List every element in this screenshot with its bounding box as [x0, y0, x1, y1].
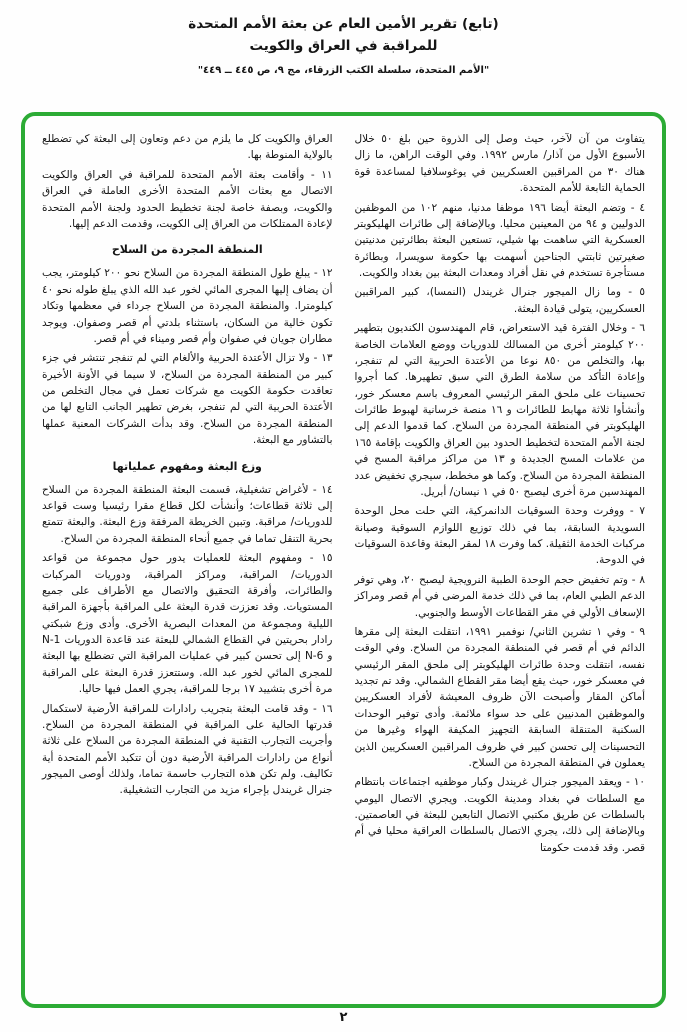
content-border-box [21, 112, 666, 1008]
paragraph-12: ١٢ - يبلغ طول المنطقة المجردة من السلاح نحو ٢٠٠ كيلومتر، يجب أن يضاف إليها المجرى المائي لخور عبد الله الذي يبلغ طوله نحو ٤٠ كيلومترا. والمنطقة المجردة من السلاح جرداء في معظمها وتكاد تكون خالية من السكان، باستثناء بلدتي أم قصر وصفوان. ويوجد مطاران جويان في صفوان وأم قصر وميناء في أم قصر. [42, 267, 333, 345]
paragraph-9: ٩ - وفي ١ تشرين الثاني/ نوفمبر ١٩٩١، انتقلت البعثة إلى مقرها الدائم في أم قصر في المنطقة المجردة من السلاح. وفي الوقت نفسه، انتقلت وحدة طائرات الهليكوبتر إلى ملحق المقر الرئيسي في معسكر خور، حيث يقع أيضا مقر القطاع الشمالي. وقد تم تجديد أماكن المقار وأصبحت الآن ظروف المعيشة لأفراد العسكريين والموظفين المدنيين على حد سواء ملائمة. وأدى توفير الوحدات السكنية المتنقلة السابقة التجهيز المكيفة الهواء وغيرها من التحسينات إلى تحسن كبير في ظروف المراقبين العسكريين الذين يعملون في المنطقة المجردة من السلاح. [354, 625, 645, 769]
paragraph-5: ٥ - وما زال الميجور جنرال غريندل (النمسا)، كبير المراقبين العسكريين، يتولى قيادة البعثة. [354, 286, 645, 315]
section-heading-deployment-concept: وزع البعثة ومفهوم عملياتها [112, 459, 262, 473]
page-number: ٢ [339, 1010, 348, 1025]
paragraph-13: ١٣ - ولا تزال الأعتدة الحربية والألغام التي لم تنفجر تنتشر في جزء كبير من المنطقة المجردة من السلاح، لا سيما في الأونة الأخيرة تعاقدت حكومة الكويت مع شركات تعمل في مجال التخلص من الأعتدة الحربية التي لم تنفجر، بغرض تطهير الجانب التابع لها من المنطقة المجردة من السلاح. وقد بدأت الشركات المعنية عملها بالتشاور مع البعثة. [42, 352, 333, 447]
paragraph-4: ٤ - وتضم البعثة أيضا ١٩٦ موظفا مدنيا، منهم ١٠٢ من الموظفين الدوليين و ٩٤ من المعينين محليا. وبالإضافة إلى طائرات الهليكوبتر العسكرية التي ساهمت بها شيلي، تستعين البعثة بطائرتين مدنيتين صغيرتين ثابتتي الجناحين أسهمت بها حكومة سويسرا، وبطائرة مستأجرة تستخدم في نقل أفراد ومعدات البعثة بين بغداد والكويت. [354, 201, 646, 279]
column-left [42, 131, 333, 992]
document-header [0, 0, 687, 76]
paragraph-6: ٦ - وخلال الفترة قيد الاستعراض، قام المهندسون الكنديون بتطهير ٢٠٠ كيلومتر أخرى من المسالك للدوريات ووضع العلامات الخاصة بها، والتخلص من ٨٥٠ نوعا من الأعتدة الحربية التي لم تنفجر، وإعادة التأكد من سلامة الطرق التي سبق تطهيرها. كما أجروا تحسينات على ملحق المقر الرئيسي المعروف باسم معسكر خور، وأنشأوا ثلاثة مهابط للطائرات و ١٦ منصة خرسانية لهبوط طائرات الهليكوبتر في المنطقة المجردة من السلاح. كما قدموا الدعم إلى لجنة الأمم المتحدة لتخطيط الحدود بين العراق والكويت بإقامة ١٦٥ من علامات المسح الجديدة و ١٣ من مراكز مراقبة المسح في المنطقة المجردة من السلاح. وكما هو مخطط، سيجري تخفيض عدد المهندسين مرة أخرى ليصبح ٥٠ في ١ نيسان/ أبريل. [354, 322, 646, 498]
paragraph-continuation-right: يتفاوت من آن لآخر، حيث وصل إلى الذروة حين بلغ ٥٠ خلال الأسبوع الأول من آذار/ مارس ١٩٩٢. وفي الوقت الراهن، ما زال هناك ٣٠ من المراقبين العسكريين في يوغوسلافيا لمساعدة قوة الحماية التابعة للأمم المتحدة. [354, 133, 645, 195]
paragraph-11: ١١ - وأقامت بعثة الأمم المتحدة للمراقبة في العراق والكويت الاتصال مع بعثات الأمم المتحدة الأخرى العاملة في العراق والكويت، وبصفة خاصة لجنة تخطيط الحدود ولجنة الأمم المتحدة لإعادة الممتلكات من العراق إلى الكويت، وقدمت الدعم إليها. [42, 168, 333, 230]
paragraph-10: ١٠ - ويعقد الميجور جنرال غريندل وكبار موظفيه اجتماعات بانتظام مع السلطات في بغداد ومدينة الكويت. ويجري الاتصال اليومي بالسلطات عن طريق مكتبي الاتصال التابعين للبعثة في العاصمتين. وبالإضافة إلى ذلك، يجري الاتصال بالسلطات العراقية محليا في أم قصر. وقد قدمت حكومتا [354, 776, 645, 854]
document-source-line: "الأمم المتحدة، سلسلة الكتب الزرقاء، مج ٩، ص ٤٤٥ ــ ٤٤٩" [197, 64, 490, 76]
paragraph-7: ٧ - ووفرت وحدة السوقيات الدانمركية، التي حلت محل الوحدة السويدية السابقة، بما في ذلك توزيع اللوازم السوقية وصيانة مركبات الخدمة الثقيلة. كما وفرت ١٨ لمقر البعثة وقاعدة السوقيات في الدوحة. [354, 505, 645, 567]
paragraph-16: ١٦ - وقد قامت البعثة بتجريب رادارات للمراقبة الأرضية لاستكمال قدرتها الحالية على المراقبة في المنطقة المجردة من السلاح. وأجريت التجارب التقنية في المنطقة المجردة من السلاح على ثلاثة أنواع من رادارات المراقبة الأرضية دون أن تتكبد الأمم المتحدة أية تكاليف. ولم تكن هذه التجارب حاسمة تماما، ولذلك أوصى الميجور جنرال غريندل بإجراء مزيد من التجارب التشغيلية. [42, 702, 333, 797]
paragraph-8: ٨ - وتم تخفيض حجم الوحدة الطبية النرويجية ليصبح ٢٠، وهي توفر الدعم الطبي العام، بما في ذلك خدمة المرضى في أم قصر ومراكز الإسعاف الأولي في مقر القطاعات الأوسط والجنوبي. [354, 573, 645, 619]
document-title-line1: (تابع) تقرير الأمين العام عن بعثة الأمم المتحدة [188, 16, 499, 32]
paragraph-15: ١٥ - ومفهوم البعثة للعمليات يدور حول مجموعة من قواعد الدوريات/ المراقبة، ومراكز المراقبة، ودوريات المركبات والطائرات، وأفرقة التحقيق والاتصال مع الأطراف على جميع المستويات. وقد تعززت قدرة البعثة على المراقبة بأجهزة المراقبة الليلية ومجموعة من المعدات البصرية الأخرى. وأدى وزع شبكتي رادار بحريتين في القطاع الشمالي للبعثة عند قاعدة الدوريات N-1 و N-6 إلى تحسن كبير في عمليات المراقبة التي تضطلع بها البعثة للمجرى المائي لخور عبد الله. وستتعزز قدرة البعثة على المراقبة مرة أخرى بتشييد ١٧ برجا للمراقبة، يجري العمل فيها حاليا. [42, 552, 333, 696]
document-title-line2: للمراقبة في العراق والكويت [249, 38, 438, 55]
paragraph-14: ١٤ - لأغراض تشغيلية، قسمت البعثة المنطقة المجردة من السلاح إلى ثلاثة قطاعات؛ وأنشأت لكل قطاع مقرا رئيسيا وست قواعد للدوريات/ مراقبة. وتبين الخريطة المرفقة وزع البعثة. والبعثة تتمتع بحرية التنقل تماما في جميع أنحاء المنطقة المجردة من السلاح. [42, 483, 333, 545]
paragraph-continuation-left: العراق والكويت كل ما يلزم من دعم وتعاون إلى البعثة كي تضطلع بالولاية المنوطة بها. [42, 133, 333, 162]
two-column-layout [42, 131, 645, 992]
column-right [355, 131, 646, 992]
section-heading-demilitarized-zone: المنطقة المجردة من السلاح [111, 243, 263, 257]
